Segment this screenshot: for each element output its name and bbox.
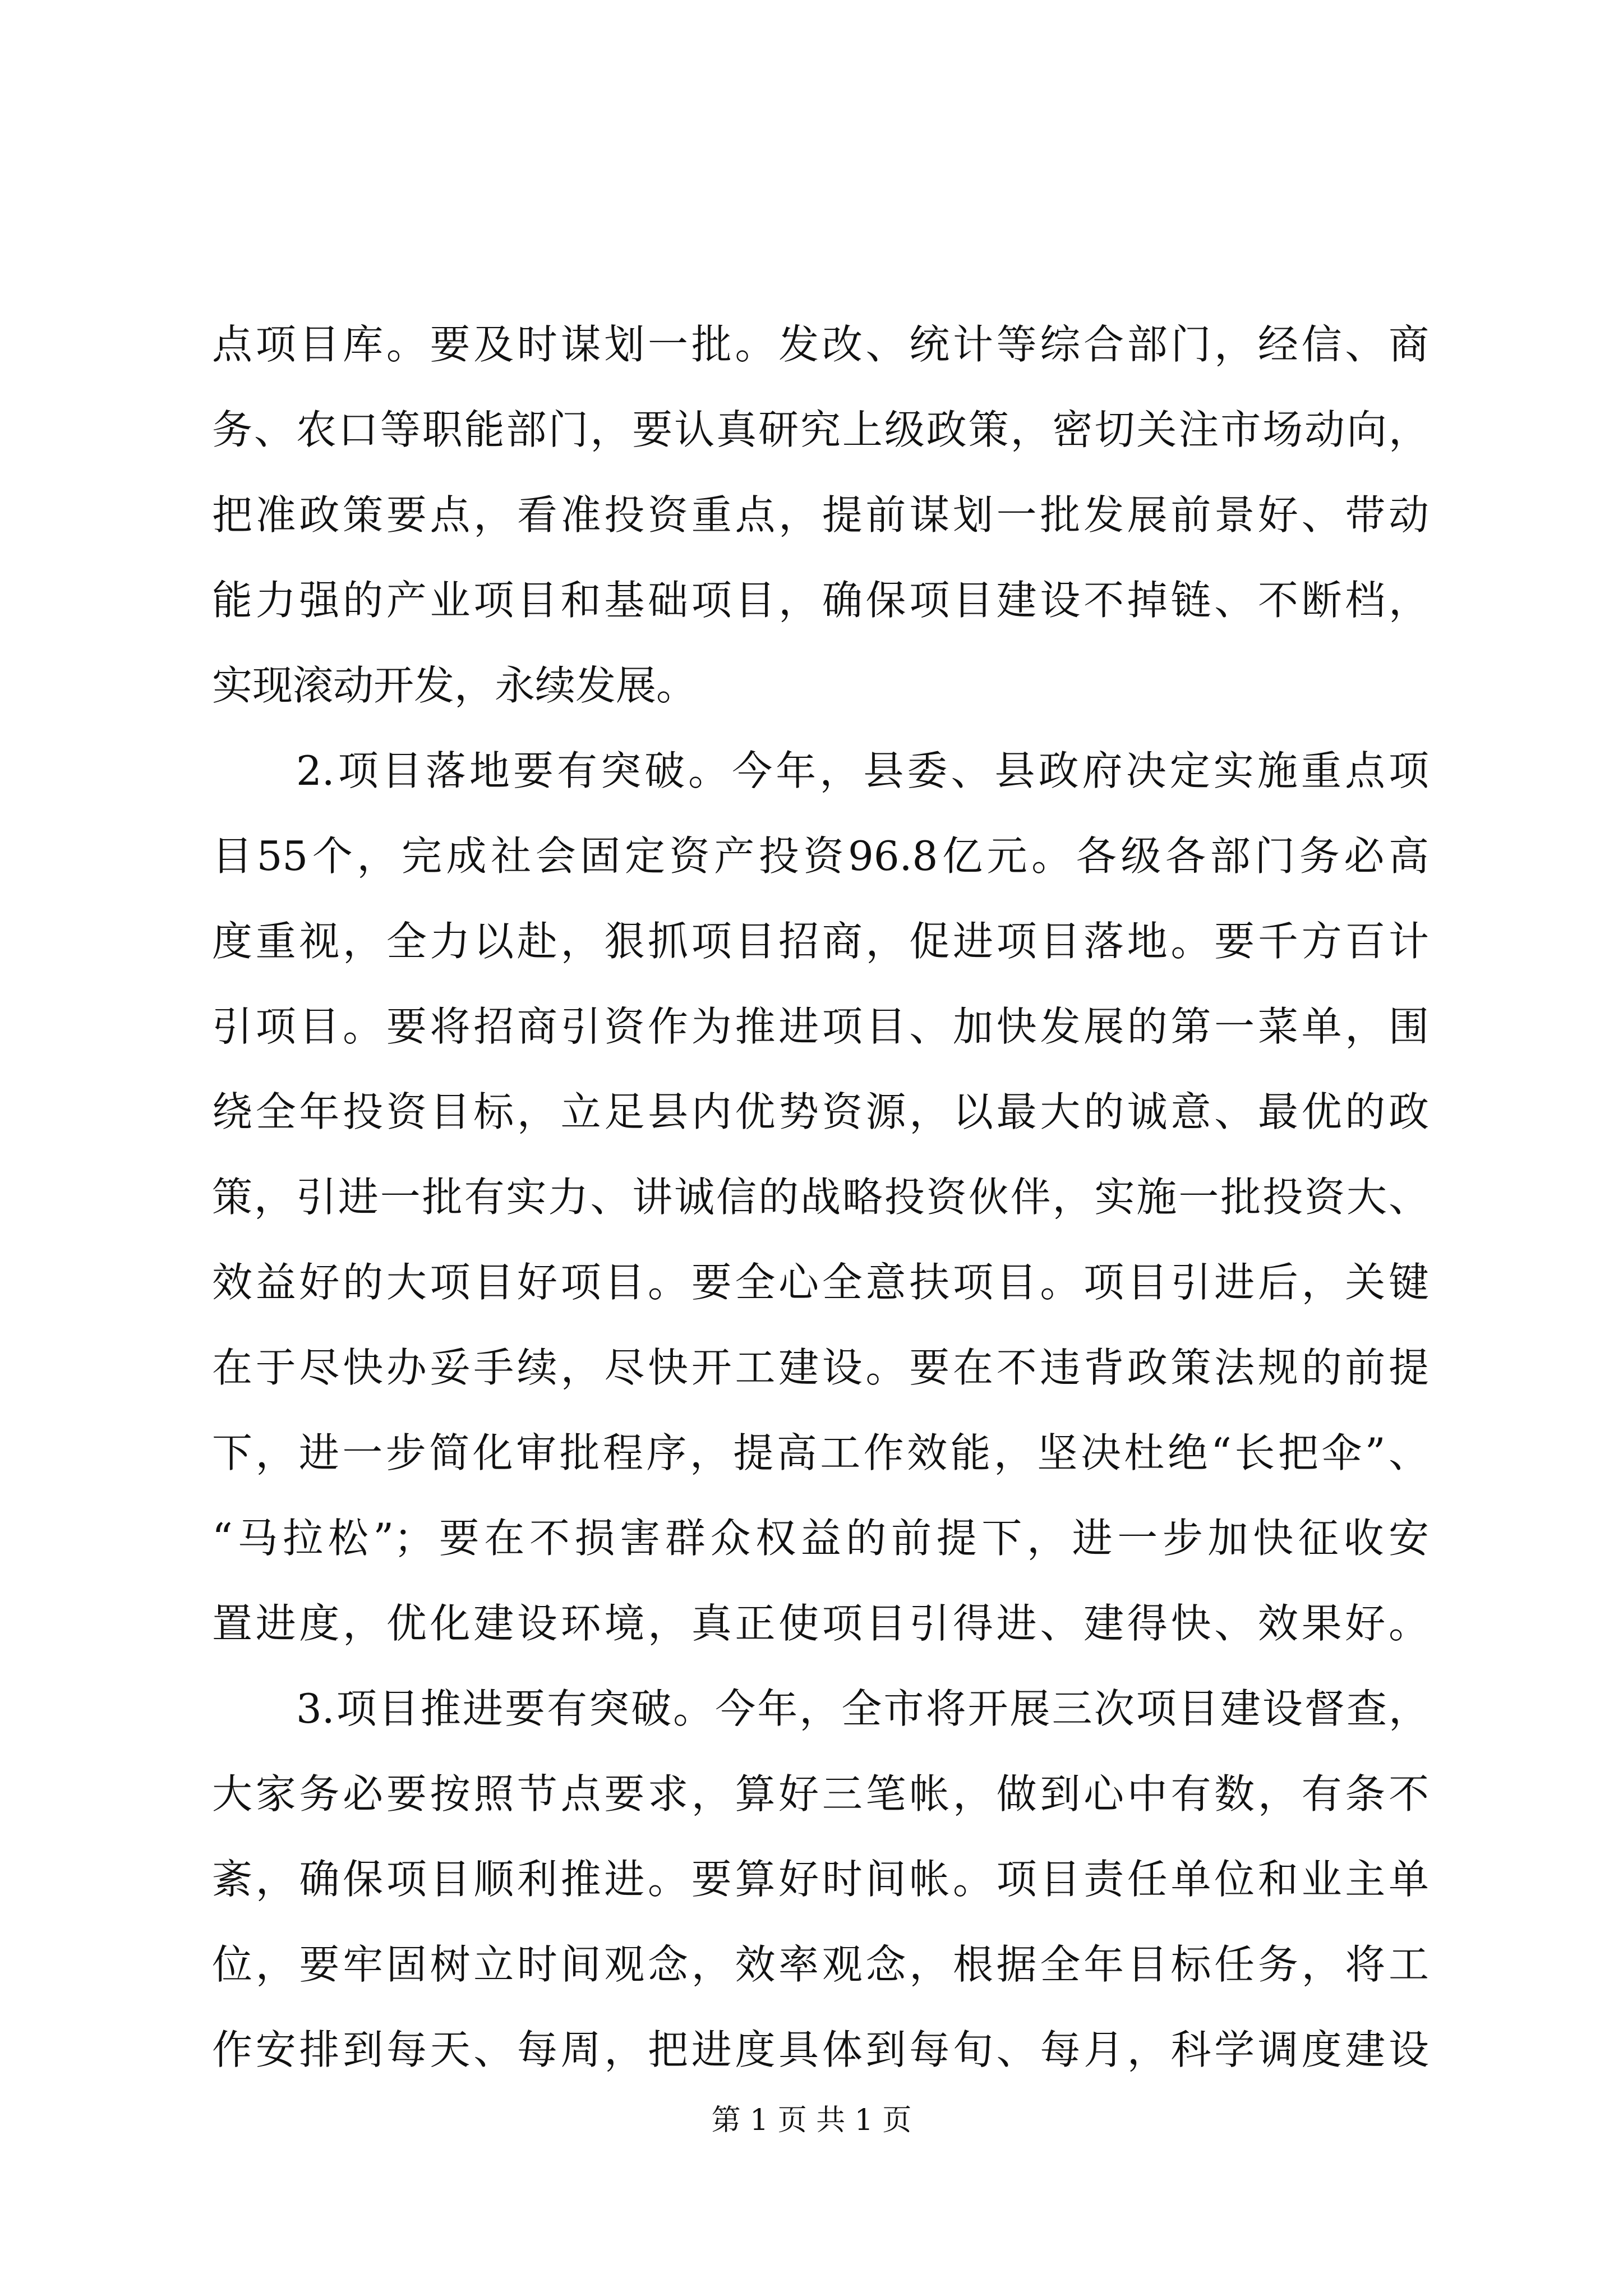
paragraph-start-line: 3.项目推进要有突破。今年，全市将开展三次项目建设督查， [296, 1685, 1429, 1732]
text-line: 把准政策要点，看准投资重点，提前谋划一批发展前景好、带动 [212, 491, 1429, 539]
text-line: 度重视，全力以赴，狠抓项目招商，促进项目落地。要千方百计 [212, 918, 1429, 965]
text-line: 引项目。要将招商引资作为推进项目、加快发展的第一菜单，围 [212, 1003, 1429, 1050]
text-line: 效益好的大项目好项目。要全心全意扶项目。项目引进后，关键 [212, 1259, 1429, 1306]
text-line: 务、农口等职能部门，要认真研究上级政策，密切关注市场动向， [212, 406, 1429, 453]
text-line: 下，进一步简化审批程序，提高工作效能，坚决杜绝“长把伞”、 [212, 1429, 1429, 1476]
text-line: 置进度，优化建设环境，真正使项目引得进、建得快、效果好。 [212, 1600, 1429, 1647]
text-line: 绕全年投资目标，立足县内优势资源，以最大的诚意、最优的政 [212, 1088, 1429, 1135]
page-footer: 第 1 页 共 1 页 [711, 2104, 912, 2137]
text-line: 位，要牢固树立时间观念，效率观念，根据全年目标任务，将工 [212, 1941, 1429, 1988]
text-line: 点项目库。要及时谋划一批。发改、统计等综合部门，经信、商 [212, 321, 1429, 368]
document-body [212, 302, 1429, 2092]
text-line: “马拉松”；要在不损害群众权益的前提下，进一步加快征收安 [212, 1515, 1429, 1562]
text-line: 能力强的产业项目和基础项目，确保项目建设不掉链、不断档， [212, 577, 1429, 624]
text-line: 策，引进一批有实力、讲诚信的战略投资伙伴，实施一批投资大、 [212, 1174, 1429, 1221]
text-line: 大家务必要按照节点要求，算好三笔帐，做到心中有数，有条不 [212, 1770, 1429, 1818]
text-line: 紊，确保项目顺利推进。要算好时间帐。项目责任单位和业主单 [212, 1856, 1429, 1903]
text-line: 目55个，完成社会固定资产投资96.8亿元。各级各部门务必高 [212, 832, 1429, 880]
text-line: 作安排到每天、每周，把进度具体到每旬、每月，科学调度建设 [212, 2026, 1429, 2073]
paragraph-start-line: 2.项目落地要有突破。今年，县委、县政府决定实施重点项 [296, 747, 1429, 794]
text-line: 在于尽快办妥手续，尽快开工建设。要在不违背政策法规的前提 [212, 1344, 1429, 1391]
text-line: 实现滚动开发，永续发展。 [212, 662, 697, 709]
